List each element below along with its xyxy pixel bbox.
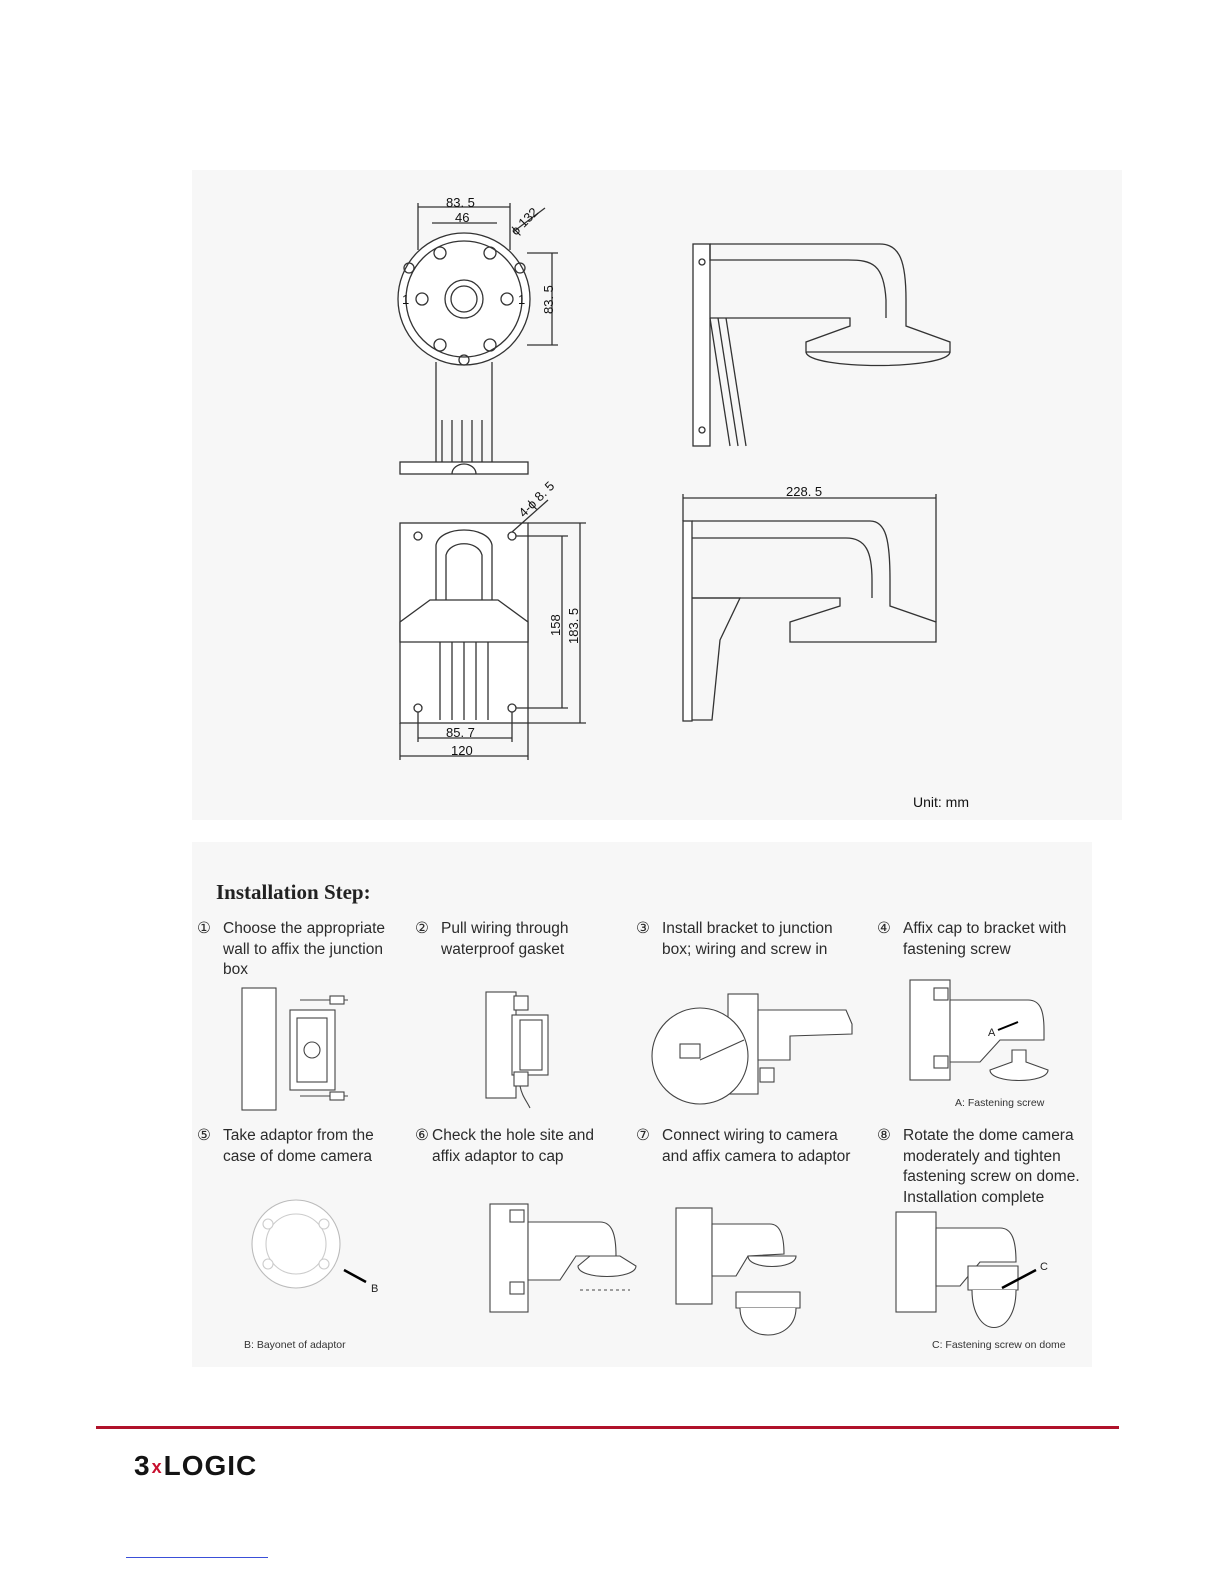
caption-b: B: Bayonet of adaptor bbox=[244, 1339, 346, 1351]
dim-top-inner-width: 46 bbox=[455, 210, 470, 225]
unit-label: Unit: mm bbox=[913, 794, 969, 810]
footer-rule bbox=[96, 1426, 1119, 1429]
dim-top-outer-width: 83. 5 bbox=[446, 195, 475, 210]
step-2-text: Pull wiring through waterproof gasket bbox=[441, 920, 569, 958]
dim-hole-right: 1 bbox=[518, 292, 526, 307]
caption-c: C: Fastening screw on dome bbox=[932, 1339, 1066, 1351]
step-1-number: ① bbox=[197, 920, 211, 937]
step-7-number: ⑦ bbox=[636, 1127, 650, 1144]
dim-depth: 228. 5 bbox=[786, 484, 823, 499]
letter-b: B bbox=[371, 1283, 379, 1295]
step-8-text: Rotate the dome camera moderately and tighten fastening screw on dome. Installation complete bbox=[903, 1127, 1080, 1206]
dim-hole-left: 1 bbox=[402, 292, 410, 307]
illustration-step-8 bbox=[896, 1212, 1036, 1328]
illustration-step-2 bbox=[486, 992, 548, 1108]
step-2-number: ② bbox=[415, 920, 429, 937]
installation-title: Installation Step: bbox=[216, 880, 371, 904]
step-4-text: Affix cap to bracket with fastening screw bbox=[903, 920, 1067, 958]
caption-a: A: Fastening screw bbox=[955, 1097, 1045, 1109]
step-5-text: Take adaptor from the case of dome camera bbox=[223, 1127, 374, 1165]
step-5-number: ⑤ bbox=[197, 1127, 211, 1144]
company-logo bbox=[134, 1450, 257, 1482]
illustration-step-6 bbox=[490, 1204, 636, 1312]
step-3-text: Install bracket to junction box; wiring and screw in bbox=[662, 920, 833, 958]
logo-x: x bbox=[151, 1457, 163, 1477]
step-1-text: Choose the appropriate wall to affix the junction box bbox=[223, 920, 386, 978]
dim-holes: 4-ϕ 8. 5 bbox=[515, 478, 558, 521]
dim-side-height: 83. 5 bbox=[541, 285, 556, 314]
bottom-link-underline[interactable] bbox=[126, 1557, 268, 1558]
dim-inner-height: 158 bbox=[548, 614, 563, 636]
step-6-text: Check the hole site and affix adaptor to cap bbox=[432, 1127, 594, 1165]
dim-outer-height: 183. 5 bbox=[566, 607, 581, 644]
step-4-number: ④ bbox=[877, 920, 891, 937]
step-6-number: ⑥ bbox=[415, 1127, 429, 1144]
step-8-number: ⑧ bbox=[877, 1127, 891, 1144]
step-7-text: Connect wiring to camera and affix camera to adaptor bbox=[662, 1127, 851, 1165]
illustration-step-7 bbox=[676, 1208, 800, 1335]
logo-right: LOGIC bbox=[163, 1450, 258, 1481]
illustration-step-4 bbox=[910, 980, 1048, 1081]
dim-diameter: ϕ 132 bbox=[507, 204, 542, 239]
letter-a: A bbox=[988, 1027, 996, 1039]
illustration-step-3 bbox=[652, 994, 852, 1104]
illustration-step-5 bbox=[252, 1200, 366, 1288]
logo-left: 3 bbox=[134, 1450, 151, 1481]
dim-outer-width: 120 bbox=[451, 743, 473, 758]
illustration-step-1 bbox=[242, 988, 348, 1110]
dim-inner-width: 85. 7 bbox=[446, 725, 475, 740]
letter-c: C bbox=[1040, 1261, 1048, 1273]
step-3-number: ③ bbox=[636, 920, 650, 937]
